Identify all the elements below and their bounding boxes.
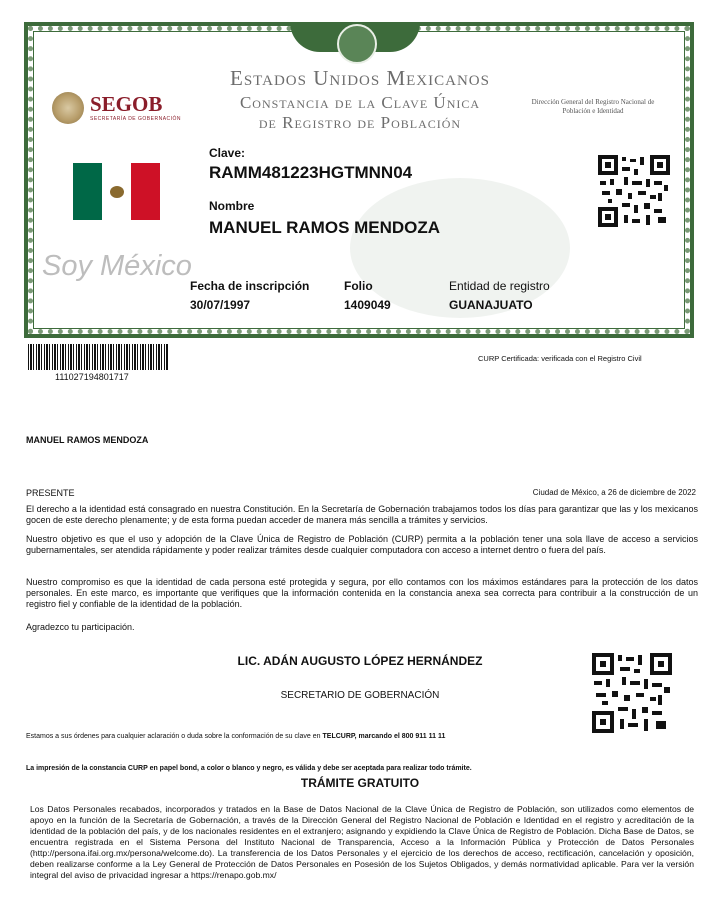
segob-subtitle: SECRETARÍA DE GOBERNACIÓN [90, 116, 182, 122]
letter-date: Ciudad de México, a 26 de diciembre de 2022 [532, 488, 696, 497]
letter-paragraph-2: Nuestro objetivo es que el uso y adopción de la Clave Única de Registro de Población (CURP) permita a la población tener una sola llave de acceso a servicios gubernamentales, ser atendida rápidamente y poder realizar trámites desde cualquier computadora con acceso a internet dentro o fuera del país. [26, 534, 698, 555]
dgr-label: Dirección General del Registro Nacional de Población e Identidad [531, 98, 655, 115]
national-seal-icon [337, 24, 377, 64]
recipient-name: MANUEL RAMOS MENDOZA [26, 435, 149, 445]
signer-title: SECRETARIO DE GOBERNACIÓN [280, 690, 440, 701]
soy-mexico-label: Soy México [42, 250, 192, 282]
fecha-value: 30/07/1997 [190, 298, 251, 312]
letter-qr-code [592, 653, 672, 733]
cert-title-country: Estados Unidos Mexicanos [230, 66, 490, 90]
contact-text: Estamos a sus órdenes para cualquier aclaración o duda sobre la conformación de su clave en [26, 733, 321, 740]
fecha-label: Fecha de inscripción [190, 279, 310, 293]
signer-name: LIC. ADÁN AUGUSTO LÓPEZ HERNÁNDEZ [237, 654, 483, 668]
nombre-label: Nombre [209, 199, 255, 213]
clave-label: Clave: [209, 146, 246, 160]
certificate-qr-code [598, 155, 670, 227]
thanks-text: Agradezco tu participación. [26, 622, 135, 632]
mexican-flag-icon [73, 163, 160, 220]
nombre-value: MANUEL RAMOS MENDOZA [209, 218, 441, 237]
curp-certified-label: CURP Certificada: verificada con el Registro Civil [478, 354, 642, 363]
privacy-notice: Los Datos Personales recabados, incorporados y tratados en la Base de Datos Nacional de la Clave Única de Registro de Población, son utilizados como elementos de apoyo en la función de la Secretaría de Gobernación, a través de la Dirección General del Registro Nacional de Población e Identidad en el registro y acreditación de la identidad de la población del país, y de los nacionales residentes en el extranjero; asignando y expidiendo la Clave Única de Registro de Población. Dicha Base de Datos, se encuentra registrada en el Sistema Persona del Instituto Nacional de Transparencia, Acceso a la Información Pública y Protección de Datos Personales (http://persona.ifai.org.mx/persona/welcome.do). La transferencia de los Datos Personales y el ejercicio de los derechos de acceso, rectificación, cancelación y oposición, deben realizarse conforme a la Ley General de Protección de Datos Personales en Posesión de los Sujetos Obligados, y demás normatividad aplicable. Para ver la versión integral del aviso de privacidad ingresar a https://renapo.gob.mx/ [30, 804, 694, 880]
entidad-label: Entidad de registro [449, 279, 550, 293]
presente-label: PRESENTE [26, 488, 75, 498]
seal-watermark [350, 178, 570, 318]
barcode [28, 344, 168, 370]
entidad-value: GUANAJUATO [449, 298, 533, 312]
clave-value: RAMM481223HGTMNN04 [209, 163, 413, 182]
letter-paragraph-3: Nuestro compromiso es que la identidad de cada persona esté protegida y segura, por ello contamos con los máximos estándares para la protección de los datos personales. En este marco, es importante que verifiques que la información contenida en la constancia anexa sea correcta para contribuir a la construcción de un registro fiel y confiable de la identidad de la población. [26, 577, 698, 609]
contact-line [26, 733, 445, 740]
cert-title-registro: de Registro de Población [258, 113, 462, 132]
print-validity-note: La impresión de la constancia CURP en papel bond, a color o blanco y negro, es válida y debe ser aceptada para realizar todo trámite. [26, 765, 472, 772]
segob-emblem-icon [52, 92, 84, 124]
segob-logo: SEGOB [90, 92, 163, 116]
telcurp-phone: TELCURP, marcando el 800 911 11 11 [322, 733, 446, 740]
barcode-number: 111027194801717 [55, 372, 129, 382]
cert-title-constancia: Constancia de la Clave Única [239, 93, 481, 112]
folio-label: Folio [344, 279, 373, 293]
letter-paragraph-1: El derecho a la identidad está consagrado en nuestra Constitución. En la Secretaría de Gobernación trabajamos todos los días para garantizar que las y los mexicanos gocen de este derecho plenamente; y de esta forma puedan acceder de manera más sencilla a trámites y servicios. [26, 504, 698, 525]
folio-value: 1409049 [344, 298, 391, 312]
tramite-gratuito-label: TRÁMITE GRATUITO [300, 776, 420, 790]
